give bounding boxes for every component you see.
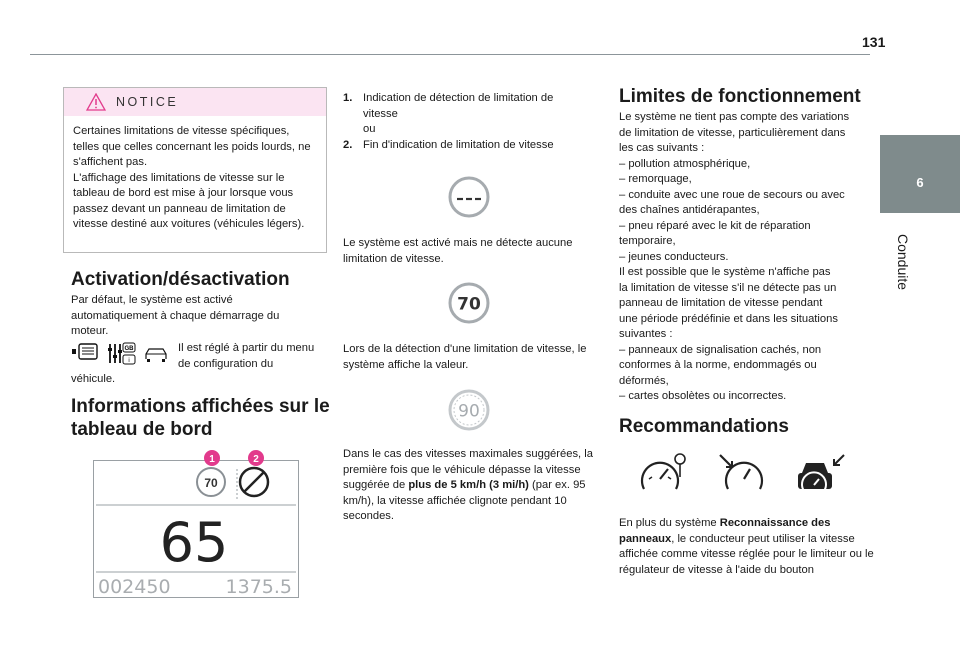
adaptive-cruise-control-icon [798,455,844,491]
marker-1: 1 [209,454,215,465]
recommendations-text-post: , le conducteur peut utiliser la vitesse affichée comme vitesse réglée pour le limiteur ou le régulateur de vitesse à l'aide du bouton [619,532,874,576]
limits-line: panneau de limitation de vitesse pendant [619,297,823,309]
menu-icons [72,341,172,367]
limits-line: conformes à la norme, endommagés ou [619,359,817,371]
recommendations-heading: Recommandations [619,416,789,437]
no-limit-sign-icon [447,175,491,219]
activation-intro: Par défaut, le système est activé automatiquement à chaque démarrage du moteur. [71,294,280,337]
chapter-label: Conduite [895,233,911,291]
notice-body [64,116,326,233]
menu-text-line-3: véhicule. [71,373,116,385]
notice-header [64,88,326,116]
list-item-2 [343,138,583,154]
marker-2: 2 [253,454,259,465]
chapter-label-container [888,222,918,302]
limits-line: – pollution atmosphérique, [619,157,751,170]
notice-paragraph-1: Certaines limitations de vitesse spécifiques, telles que celles concernant les poids lourds, ne s'affichent pas. [73,125,311,168]
notice-title: NOTICE [116,95,179,109]
menu-text-line-1: Il est réglé à partir du menu [178,342,315,354]
suggested-text-pre: Dans le cas des vitesses maximales suggérées, la première fois que le véhicule dépasse la vitesse suggérée de [343,448,593,491]
activation-heading: Activation/désactivation [71,269,290,290]
home-button-icon [72,344,97,359]
recommendation-icons [640,451,860,501]
recommendations-text [619,516,874,578]
limits-body [619,110,874,405]
limits-heading: Limites de fonctionnement [619,86,861,107]
limits-line: Il est possible que le système n'affiche pas [619,266,831,278]
list-item-1-text: Indication de détection de limitation de vitesse [363,92,554,120]
recommendations-text-pre: En plus du système [619,517,720,529]
dashboard-markers [201,448,267,468]
limits-line: – cartes obsolètes ou incorrectes. [619,390,787,402]
dashboard-trip: 1375.5 [225,576,292,597]
car-icon [146,349,166,362]
list-item-1-number: 1. [343,92,353,104]
limits-line: – conduite avec une roue de secours ou avec [619,188,845,201]
suggested-text-bold: plus de 5 km/h (3 mi/h) [408,479,529,491]
dashboard-odometer: 002450 [98,576,171,597]
suggested-speed-text [343,447,601,525]
limits-line: de limitation de vitesse, particulièrement dans [619,126,846,139]
notice-box [63,87,327,253]
info-heading-line-2: tableau de bord [71,419,213,440]
list-item-1 [343,91,583,141]
header-divider [30,54,870,55]
limits-line: suivantes : [619,328,673,340]
sign-70-value: 70 [457,294,481,315]
limits-line: des chaînes antidérapantes, [619,204,760,216]
limits-line: déformés, [619,374,669,387]
limits-line: – pneu réparé avec le kit de réparation [619,219,811,232]
list-item-2-text: Fin d'indication de limitation de vitesse [363,139,554,151]
warning-icon [86,93,106,111]
dashboard-speed: 65 [159,511,229,574]
list-item-1-or: ou [363,123,376,135]
no-limit-text: Le système est activé mais ne détecte aucune limitation de vitesse. [343,237,573,265]
settings-sliders-icon [108,343,135,364]
menu-text-line-2: de configuration du [178,358,274,370]
sign-90-value: 90 [458,401,480,422]
recommendations-text-bold-1: Reconnaissance des [719,517,831,529]
detected-text: Lors de la détection d'une limitation de vitesse, le système affiche la valeur. [343,343,587,371]
chapter-tab: 6 [880,135,960,213]
notice-paragraph-2: L'affichage des limitations de vitesse sur le tableau de bord est mise à jour lorsque vous passez devant un panneau de limitation de vitesse destiné aux voitures (véhicules légers). [73,171,305,230]
limits-line: Le système ne tient pas compte des variations [619,111,850,123]
svg-text:GB: GB [124,346,134,352]
limits-line: – remorquage, [619,173,692,185]
svg-text:i: i [128,358,130,364]
recommendations-text-bold-2: panneaux [619,532,672,545]
limits-line: – jeunes conducteurs. [619,250,729,263]
limits-line: temporaire, [619,235,676,247]
limits-line: – panneaux de signalisation cachés, non [619,343,822,356]
limits-line: une période prédéfinie et dans les situations [619,312,838,325]
speed-limit-70-sign [447,281,491,325]
suggested-text-post: (par ex. 95 km/h), la vitesse affichée clignote pendant 10 secondes. [343,479,586,522]
speed-limiter-icon [642,454,685,489]
dashboard-illustration [93,460,299,598]
list-item-2-number: 2. [343,139,353,151]
info-heading-line-1: Informations affichées sur le [71,396,330,417]
suggested-speed-90-sign [447,388,491,432]
cruise-control-icon [720,455,762,489]
page-number: 131 [862,34,886,50]
dashboard-limit-sign: 70 [204,476,218,490]
limits-line: les cas suivants : [619,142,705,154]
limits-line: la limitation de vitesse s'il ne détecte pas un [619,281,837,294]
